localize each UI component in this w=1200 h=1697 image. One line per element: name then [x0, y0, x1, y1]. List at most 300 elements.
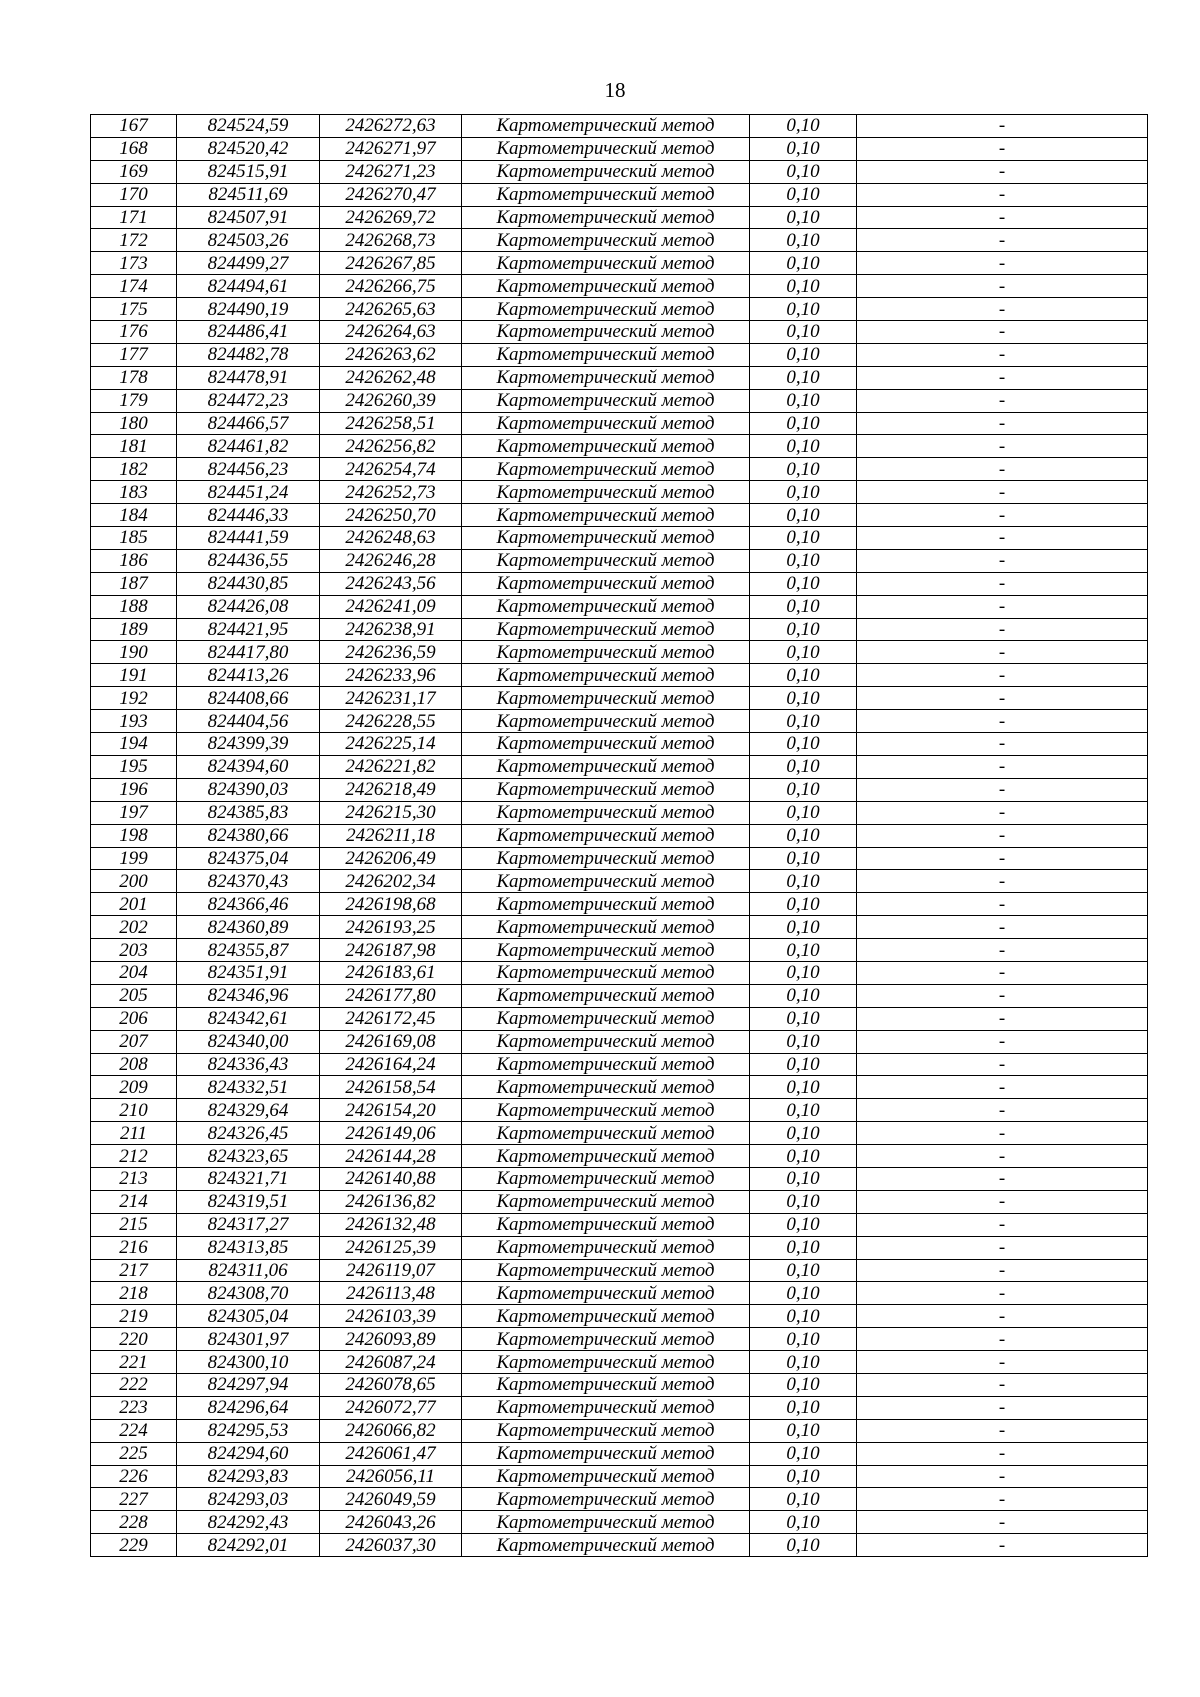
- point-number-cell: 184: [91, 504, 177, 527]
- method-cell: Картометрический метод: [462, 641, 750, 664]
- point-number-cell: 193: [91, 710, 177, 733]
- y-coordinate-cell: 2426125,39: [320, 1236, 462, 1259]
- description-cell: -: [857, 1076, 1148, 1099]
- y-coordinate-cell: 2426221,82: [320, 755, 462, 778]
- y-coordinate-cell: 2426198,68: [320, 893, 462, 916]
- x-coordinate-cell: 824292,43: [177, 1511, 320, 1534]
- description-cell: -: [857, 1099, 1148, 1122]
- x-coordinate-cell: 824296,64: [177, 1396, 320, 1419]
- point-number-cell: 212: [91, 1145, 177, 1168]
- accuracy-cell: 0,10: [750, 984, 857, 1007]
- point-number-cell: 187: [91, 572, 177, 595]
- description-cell: -: [857, 229, 1148, 252]
- y-coordinate-cell: 2426264,63: [320, 321, 462, 344]
- accuracy-cell: 0,10: [750, 1396, 857, 1419]
- x-coordinate-cell: 824446,33: [177, 504, 320, 527]
- table-row: [91, 1122, 1148, 1145]
- point-number-cell: 188: [91, 595, 177, 618]
- description-cell: -: [857, 778, 1148, 801]
- y-coordinate-cell: 2426144,28: [320, 1145, 462, 1168]
- point-number-cell: 224: [91, 1419, 177, 1442]
- description-cell: -: [857, 755, 1148, 778]
- y-coordinate-cell: 2426246,28: [320, 549, 462, 572]
- point-number-cell: 192: [91, 687, 177, 710]
- method-cell: Картометрический метод: [462, 1488, 750, 1511]
- accuracy-cell: 0,10: [750, 824, 857, 847]
- accuracy-cell: 0,10: [750, 939, 857, 962]
- y-coordinate-cell: 2426049,59: [320, 1488, 462, 1511]
- y-coordinate-cell: 2426066,82: [320, 1419, 462, 1442]
- x-coordinate-cell: 824301,97: [177, 1328, 320, 1351]
- x-coordinate-cell: 824503,26: [177, 229, 320, 252]
- x-coordinate-cell: 824293,83: [177, 1465, 320, 1488]
- y-coordinate-cell: 2426211,18: [320, 824, 462, 847]
- y-coordinate-cell: 2426248,63: [320, 527, 462, 550]
- table-row: [91, 961, 1148, 984]
- accuracy-cell: 0,10: [750, 527, 857, 550]
- table-row: [91, 664, 1148, 687]
- y-coordinate-cell: 2426206,49: [320, 847, 462, 870]
- method-cell: Картометрический метод: [462, 572, 750, 595]
- method-cell: Картометрический метод: [462, 1213, 750, 1236]
- description-cell: -: [857, 1259, 1148, 1282]
- point-number-cell: 183: [91, 481, 177, 504]
- table-row: [91, 939, 1148, 962]
- x-coordinate-cell: 824300,10: [177, 1351, 320, 1374]
- point-number-cell: 191: [91, 664, 177, 687]
- accuracy-cell: 0,10: [750, 1007, 857, 1030]
- table-row: [91, 572, 1148, 595]
- y-coordinate-cell: 2426228,55: [320, 710, 462, 733]
- accuracy-cell: 0,10: [750, 1534, 857, 1557]
- accuracy-cell: 0,10: [750, 1213, 857, 1236]
- method-cell: Картометрический метод: [462, 1259, 750, 1282]
- x-coordinate-cell: 824385,83: [177, 801, 320, 824]
- table-row: [91, 206, 1148, 229]
- x-coordinate-cell: 824355,87: [177, 939, 320, 962]
- method-cell: Картометрический метод: [462, 664, 750, 687]
- table-row: [91, 1373, 1148, 1396]
- method-cell: Картометрический метод: [462, 298, 750, 321]
- description-cell: -: [857, 1488, 1148, 1511]
- accuracy-cell: 0,10: [750, 229, 857, 252]
- y-coordinate-cell: 2426158,54: [320, 1076, 462, 1099]
- accuracy-cell: 0,10: [750, 710, 857, 733]
- y-coordinate-cell: 2426250,70: [320, 504, 462, 527]
- accuracy-cell: 0,10: [750, 572, 857, 595]
- description-cell: -: [857, 1213, 1148, 1236]
- table-row: [91, 1511, 1148, 1534]
- x-coordinate-cell: 824394,60: [177, 755, 320, 778]
- method-cell: Картометрический метод: [462, 1282, 750, 1305]
- point-number-cell: 194: [91, 733, 177, 756]
- accuracy-cell: 0,10: [750, 275, 857, 298]
- x-coordinate-cell: 824295,53: [177, 1419, 320, 1442]
- accuracy-cell: 0,10: [750, 137, 857, 160]
- description-cell: -: [857, 733, 1148, 756]
- y-coordinate-cell: 2426269,72: [320, 206, 462, 229]
- point-number-cell: 214: [91, 1190, 177, 1213]
- y-coordinate-cell: 2426265,63: [320, 298, 462, 321]
- description-cell: -: [857, 206, 1148, 229]
- description-cell: -: [857, 1236, 1148, 1259]
- x-coordinate-cell: 824486,41: [177, 321, 320, 344]
- description-cell: -: [857, 1465, 1148, 1488]
- accuracy-cell: 0,10: [750, 618, 857, 641]
- y-coordinate-cell: 2426267,85: [320, 252, 462, 275]
- method-cell: Картометрический метод: [462, 435, 750, 458]
- accuracy-cell: 0,10: [750, 458, 857, 481]
- point-number-cell: 198: [91, 824, 177, 847]
- accuracy-cell: 0,10: [750, 755, 857, 778]
- y-coordinate-cell: 2426236,59: [320, 641, 462, 664]
- x-coordinate-cell: 824346,96: [177, 984, 320, 1007]
- description-cell: -: [857, 1511, 1148, 1534]
- table-row: [91, 458, 1148, 481]
- y-coordinate-cell: 2426262,48: [320, 366, 462, 389]
- accuracy-cell: 0,10: [750, 778, 857, 801]
- method-cell: Картометрический метод: [462, 1442, 750, 1465]
- accuracy-cell: 0,10: [750, 801, 857, 824]
- table-row: [91, 687, 1148, 710]
- x-coordinate-cell: 824360,89: [177, 916, 320, 939]
- method-cell: Картометрический метод: [462, 1305, 750, 1328]
- accuracy-cell: 0,10: [750, 115, 857, 138]
- accuracy-cell: 0,10: [750, 549, 857, 572]
- description-cell: -: [857, 252, 1148, 275]
- point-number-cell: 220: [91, 1328, 177, 1351]
- accuracy-cell: 0,10: [750, 733, 857, 756]
- x-coordinate-cell: 824430,85: [177, 572, 320, 595]
- description-cell: -: [857, 160, 1148, 183]
- point-number-cell: 203: [91, 939, 177, 962]
- table-row: [91, 1030, 1148, 1053]
- method-cell: Картометрический метод: [462, 961, 750, 984]
- method-cell: Картометрический метод: [462, 481, 750, 504]
- x-coordinate-cell: 824515,91: [177, 160, 320, 183]
- y-coordinate-cell: 2426072,77: [320, 1396, 462, 1419]
- point-number-cell: 199: [91, 847, 177, 870]
- point-number-cell: 219: [91, 1305, 177, 1328]
- y-coordinate-cell: 2426272,63: [320, 115, 462, 138]
- y-coordinate-cell: 2426271,23: [320, 160, 462, 183]
- description-cell: -: [857, 275, 1148, 298]
- method-cell: Картометрический метод: [462, 1145, 750, 1168]
- table-row: [91, 389, 1148, 412]
- x-coordinate-cell: 824294,60: [177, 1442, 320, 1465]
- description-cell: -: [857, 1534, 1148, 1557]
- table-row: [91, 618, 1148, 641]
- y-coordinate-cell: 2426233,96: [320, 664, 462, 687]
- y-coordinate-cell: 2426256,82: [320, 435, 462, 458]
- x-coordinate-cell: 824426,08: [177, 595, 320, 618]
- table-row: [91, 1145, 1148, 1168]
- description-cell: -: [857, 1190, 1148, 1213]
- x-coordinate-cell: 824404,56: [177, 710, 320, 733]
- point-number-cell: 208: [91, 1053, 177, 1076]
- x-coordinate-cell: 824293,03: [177, 1488, 320, 1511]
- accuracy-cell: 0,10: [750, 1511, 857, 1534]
- accuracy-cell: 0,10: [750, 481, 857, 504]
- method-cell: Картометрический метод: [462, 1419, 750, 1442]
- x-coordinate-cell: 824292,01: [177, 1534, 320, 1557]
- point-number-cell: 228: [91, 1511, 177, 1534]
- accuracy-cell: 0,10: [750, 183, 857, 206]
- y-coordinate-cell: 2426271,97: [320, 137, 462, 160]
- y-coordinate-cell: 2426254,74: [320, 458, 462, 481]
- y-coordinate-cell: 2426037,30: [320, 1534, 462, 1557]
- x-coordinate-cell: 824408,66: [177, 687, 320, 710]
- method-cell: Картометрический метод: [462, 618, 750, 641]
- y-coordinate-cell: 2426154,20: [320, 1099, 462, 1122]
- description-cell: -: [857, 687, 1148, 710]
- point-number-cell: 195: [91, 755, 177, 778]
- y-coordinate-cell: 2426183,61: [320, 961, 462, 984]
- y-coordinate-cell: 2426149,06: [320, 1122, 462, 1145]
- y-coordinate-cell: 2426177,80: [320, 984, 462, 1007]
- point-number-cell: 211: [91, 1122, 177, 1145]
- y-coordinate-cell: 2426231,17: [320, 687, 462, 710]
- method-cell: Картометрический метод: [462, 1373, 750, 1396]
- description-cell: -: [857, 137, 1148, 160]
- description-cell: -: [857, 664, 1148, 687]
- y-coordinate-cell: 2426164,24: [320, 1053, 462, 1076]
- description-cell: -: [857, 549, 1148, 572]
- x-coordinate-cell: 824308,70: [177, 1282, 320, 1305]
- x-coordinate-cell: 824351,91: [177, 961, 320, 984]
- point-number-cell: 206: [91, 1007, 177, 1030]
- accuracy-cell: 0,10: [750, 1053, 857, 1076]
- y-coordinate-cell: 2426113,48: [320, 1282, 462, 1305]
- method-cell: Картометрический метод: [462, 458, 750, 481]
- y-coordinate-cell: 2426260,39: [320, 389, 462, 412]
- point-number-cell: 182: [91, 458, 177, 481]
- x-coordinate-cell: 824511,69: [177, 183, 320, 206]
- method-cell: Картометрический метод: [462, 1007, 750, 1030]
- description-cell: -: [857, 1145, 1148, 1168]
- point-number-cell: 190: [91, 641, 177, 664]
- point-number-cell: 197: [91, 801, 177, 824]
- x-coordinate-cell: 824456,23: [177, 458, 320, 481]
- y-coordinate-cell: 2426132,48: [320, 1213, 462, 1236]
- table-row: [91, 870, 1148, 893]
- table-row: [91, 984, 1148, 1007]
- point-number-cell: 218: [91, 1282, 177, 1305]
- x-coordinate-cell: 824466,57: [177, 412, 320, 435]
- y-coordinate-cell: 2426263,62: [320, 343, 462, 366]
- x-coordinate-cell: 824297,94: [177, 1373, 320, 1396]
- description-cell: -: [857, 984, 1148, 1007]
- point-number-cell: 185: [91, 527, 177, 550]
- accuracy-cell: 0,10: [750, 1373, 857, 1396]
- x-coordinate-cell: 824499,27: [177, 252, 320, 275]
- point-number-cell: 180: [91, 412, 177, 435]
- method-cell: Картометрический метод: [462, 412, 750, 435]
- method-cell: Картометрический метод: [462, 275, 750, 298]
- method-cell: Картометрический метод: [462, 870, 750, 893]
- method-cell: Картометрический метод: [462, 137, 750, 160]
- table-row: [91, 1236, 1148, 1259]
- point-number-cell: 186: [91, 549, 177, 572]
- point-number-cell: 170: [91, 183, 177, 206]
- method-cell: Картометрический метод: [462, 1053, 750, 1076]
- accuracy-cell: 0,10: [750, 1419, 857, 1442]
- method-cell: Картометрический метод: [462, 1122, 750, 1145]
- table-row: [91, 1099, 1148, 1122]
- y-coordinate-cell: 2426056,11: [320, 1465, 462, 1488]
- method-cell: Картометрический метод: [462, 1167, 750, 1190]
- y-coordinate-cell: 2426243,56: [320, 572, 462, 595]
- accuracy-cell: 0,10: [750, 893, 857, 916]
- accuracy-cell: 0,10: [750, 1236, 857, 1259]
- description-cell: -: [857, 618, 1148, 641]
- description-cell: -: [857, 1122, 1148, 1145]
- y-coordinate-cell: 2426266,75: [320, 275, 462, 298]
- description-cell: -: [857, 824, 1148, 847]
- method-cell: Картометрический метод: [462, 115, 750, 138]
- method-cell: Картометрический метод: [462, 893, 750, 916]
- y-coordinate-cell: 2426093,89: [320, 1328, 462, 1351]
- x-coordinate-cell: 824380,66: [177, 824, 320, 847]
- table-row: [91, 275, 1148, 298]
- x-coordinate-cell: 824417,80: [177, 641, 320, 664]
- description-cell: -: [857, 1442, 1148, 1465]
- accuracy-cell: 0,10: [750, 641, 857, 664]
- description-cell: -: [857, 847, 1148, 870]
- method-cell: Картометрический метод: [462, 366, 750, 389]
- accuracy-cell: 0,10: [750, 1328, 857, 1351]
- point-number-cell: 173: [91, 252, 177, 275]
- description-cell: -: [857, 1396, 1148, 1419]
- accuracy-cell: 0,10: [750, 321, 857, 344]
- method-cell: Картометрический метод: [462, 343, 750, 366]
- y-coordinate-cell: 2426172,45: [320, 1007, 462, 1030]
- method-cell: Картометрический метод: [462, 1534, 750, 1557]
- table-row: [91, 1076, 1148, 1099]
- table-row: [91, 298, 1148, 321]
- y-coordinate-cell: 2426078,65: [320, 1373, 462, 1396]
- method-cell: Картометрический метод: [462, 160, 750, 183]
- point-number-cell: 226: [91, 1465, 177, 1488]
- y-coordinate-cell: 2426202,34: [320, 870, 462, 893]
- method-cell: Картометрический метод: [462, 1351, 750, 1374]
- table-row: [91, 733, 1148, 756]
- y-coordinate-cell: 2426136,82: [320, 1190, 462, 1213]
- y-coordinate-cell: 2426258,51: [320, 412, 462, 435]
- description-cell: -: [857, 870, 1148, 893]
- table-row: [91, 1351, 1148, 1374]
- method-cell: Картометрический метод: [462, 1190, 750, 1213]
- table-row: [91, 710, 1148, 733]
- accuracy-cell: 0,10: [750, 389, 857, 412]
- accuracy-cell: 0,10: [750, 1190, 857, 1213]
- table-row: [91, 1053, 1148, 1076]
- x-coordinate-cell: 824421,95: [177, 618, 320, 641]
- accuracy-cell: 0,10: [750, 1305, 857, 1328]
- method-cell: Картометрический метод: [462, 321, 750, 344]
- x-coordinate-cell: 824507,91: [177, 206, 320, 229]
- point-number-cell: 223: [91, 1396, 177, 1419]
- table-row: [91, 1190, 1148, 1213]
- accuracy-cell: 0,10: [750, 160, 857, 183]
- x-coordinate-cell: 824317,27: [177, 1213, 320, 1236]
- table-row: [91, 1442, 1148, 1465]
- x-coordinate-cell: 824478,91: [177, 366, 320, 389]
- description-cell: -: [857, 1305, 1148, 1328]
- accuracy-cell: 0,10: [750, 1442, 857, 1465]
- table-row: [91, 1282, 1148, 1305]
- table-row: [91, 801, 1148, 824]
- x-coordinate-cell: 824305,04: [177, 1305, 320, 1328]
- point-number-cell: 168: [91, 137, 177, 160]
- accuracy-cell: 0,10: [750, 435, 857, 458]
- table-row: [91, 1488, 1148, 1511]
- description-cell: -: [857, 595, 1148, 618]
- point-number-cell: 172: [91, 229, 177, 252]
- y-coordinate-cell: 2426215,30: [320, 801, 462, 824]
- point-number-cell: 216: [91, 1236, 177, 1259]
- table-row: [91, 527, 1148, 550]
- method-cell: Картометрический метод: [462, 824, 750, 847]
- method-cell: Картометрический метод: [462, 389, 750, 412]
- description-cell: -: [857, 527, 1148, 550]
- method-cell: Картометрический метод: [462, 939, 750, 962]
- method-cell: Картометрический метод: [462, 687, 750, 710]
- description-cell: -: [857, 115, 1148, 138]
- table-row: [91, 343, 1148, 366]
- description-cell: -: [857, 961, 1148, 984]
- point-number-cell: 181: [91, 435, 177, 458]
- accuracy-cell: 0,10: [750, 1351, 857, 1374]
- y-coordinate-cell: 2426218,49: [320, 778, 462, 801]
- x-coordinate-cell: 824472,23: [177, 389, 320, 412]
- x-coordinate-cell: 824461,82: [177, 435, 320, 458]
- description-cell: -: [857, 916, 1148, 939]
- point-number-cell: 178: [91, 366, 177, 389]
- point-number-cell: 227: [91, 1488, 177, 1511]
- table-row: [91, 504, 1148, 527]
- accuracy-cell: 0,10: [750, 1145, 857, 1168]
- point-number-cell: 201: [91, 893, 177, 916]
- method-cell: Картометрический метод: [462, 710, 750, 733]
- y-coordinate-cell: 2426103,39: [320, 1305, 462, 1328]
- table-row: [91, 321, 1148, 344]
- y-coordinate-cell: 2426043,26: [320, 1511, 462, 1534]
- description-cell: -: [857, 1328, 1148, 1351]
- accuracy-cell: 0,10: [750, 206, 857, 229]
- point-number-cell: 175: [91, 298, 177, 321]
- x-coordinate-cell: 824323,65: [177, 1145, 320, 1168]
- y-coordinate-cell: 2426225,14: [320, 733, 462, 756]
- y-coordinate-cell: 2426119,07: [320, 1259, 462, 1282]
- method-cell: Картометрический метод: [462, 1511, 750, 1534]
- x-coordinate-cell: 824451,24: [177, 481, 320, 504]
- x-coordinate-cell: 824332,51: [177, 1076, 320, 1099]
- table-body: [91, 115, 1148, 1557]
- description-cell: -: [857, 1007, 1148, 1030]
- method-cell: Картометрический метод: [462, 1328, 750, 1351]
- table-row: [91, 595, 1148, 618]
- description-cell: -: [857, 1282, 1148, 1305]
- accuracy-cell: 0,10: [750, 1167, 857, 1190]
- point-number-cell: 200: [91, 870, 177, 893]
- y-coordinate-cell: 2426268,73: [320, 229, 462, 252]
- y-coordinate-cell: 2426187,98: [320, 939, 462, 962]
- method-cell: Картометрический метод: [462, 527, 750, 550]
- y-coordinate-cell: 2426193,25: [320, 916, 462, 939]
- x-coordinate-cell: 824370,43: [177, 870, 320, 893]
- accuracy-cell: 0,10: [750, 1076, 857, 1099]
